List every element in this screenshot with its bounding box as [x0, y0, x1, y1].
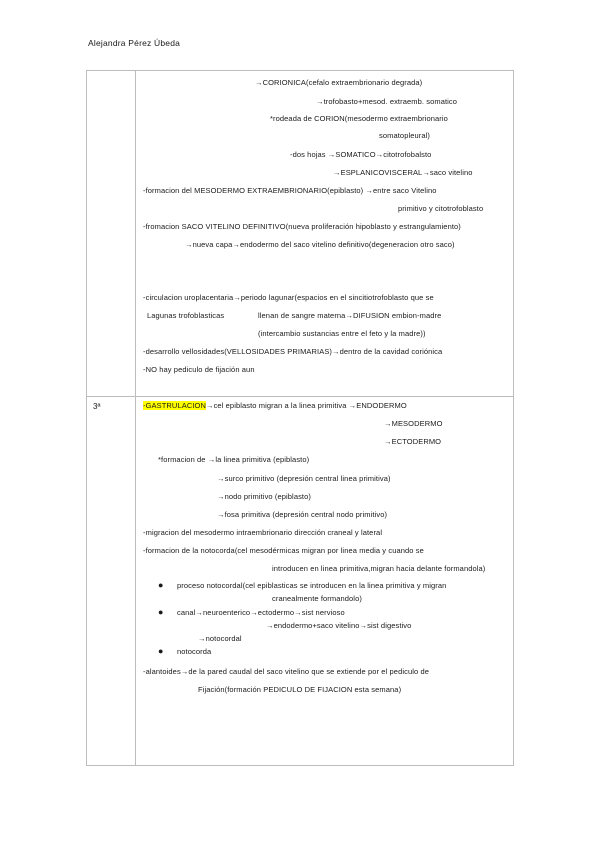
text-line: -fromacion SACO VITELINO DEFINITIVO(nueva proliferación hipoblasto y estrangulamiento)	[143, 222, 461, 231]
text-line: →notocordal	[198, 634, 242, 643]
text-line: -formacion del MESODERMO EXTRAEMBRIONARIO(epiblasto) →entre saco Vitelino	[143, 186, 437, 195]
text-line: cranealmente formandolo)	[272, 594, 362, 603]
text-line: somatopleural)	[379, 131, 431, 140]
bullet-icon: ●	[158, 646, 164, 656]
text-line: Lagunas trofoblasticas	[147, 311, 225, 320]
text-line: *formacion de →la linea primitiva (epiblasto)	[158, 455, 310, 464]
text-line: -NO hay pediculo de fijación aun	[143, 365, 255, 374]
text-line: →nueva capa→endodermo del saco vitelino definitivo(degeneracion otro saco)	[185, 240, 455, 249]
column-divider	[135, 71, 136, 765]
text-line: -circulacion uroplacentaria→periodo lagunar(espacios en el sincitiotrofoblasto que se	[143, 293, 434, 302]
text-line: →surco primitivo (depresión central linea primitiva)	[217, 474, 391, 483]
text-line: introducen en linea primitiva,migran hacia delante formandola)	[272, 564, 486, 573]
highlighted-term: -GASTRULACION	[143, 401, 206, 410]
text-line: →ECTODERMO	[384, 437, 442, 446]
list-item: notocorda	[177, 647, 212, 656]
text-line: primitivo y citotrofoblasto	[398, 204, 484, 213]
text-line: →ESPLANICOVISCERAL→saco vitelino	[333, 168, 473, 177]
text-line: -migracion del mesodermo intraembrionario dirección craneal y lateral	[143, 528, 383, 537]
text-line: -GASTRULACION→cel epiblasto migran a la linea primitiva →ENDODERMO	[143, 401, 407, 410]
text-line: -dos hojas →SOMATICO→citotrofobalsto	[290, 150, 432, 159]
text-line: (intercambio sustancias entre el feto y la madre))	[258, 329, 426, 338]
text-line: -desarrollo vellosidades(VELLOSIDADES PRIMARIAS)→dentro de la cavidad coriónica	[143, 347, 443, 356]
row-divider	[87, 396, 513, 397]
text-line: llenan de sangre materna→DIFUSION embion-madre	[258, 311, 442, 320]
list-item: canal→neuroenterico→ectodermo→sist nervioso	[177, 608, 345, 617]
list-item: proceso notocordal(cel epiblasticas se introducen en la linea primitiva y migran	[177, 581, 447, 590]
text-line: →endodermo+saco vitelino→sist digestivo	[266, 621, 412, 630]
author-name: Alejandra Pérez Úbeda	[88, 38, 181, 48]
week-number: 3ª	[93, 402, 101, 411]
text-line: →CORIONICA(cefalo extraembrionario degrada)	[255, 78, 423, 87]
text-line: →nodo primitivo (epiblasto)	[217, 492, 311, 501]
bullet-icon: ●	[158, 607, 164, 617]
text-line: *rodeada de CORION(mesodermo extraembrionario	[270, 114, 448, 123]
text-line: -alantoides→de la pared caudal del saco vitelino que se extiende por el pediculo de	[143, 667, 429, 676]
text-line: Fijación(formación PEDICULO DE FIJACION esta semana)	[198, 685, 402, 694]
text-line: -formacion de la notocorda(cel mesodérmicas migran por linea media y cuando se	[143, 546, 424, 555]
text-line: →MESODERMO	[384, 419, 443, 428]
text-line: →trofobasto+mesod. extraemb. somatico	[316, 97, 458, 106]
text-line: →fosa primitiva (depresión central nodo primitivo)	[217, 510, 388, 519]
bullet-icon: ●	[158, 580, 164, 590]
